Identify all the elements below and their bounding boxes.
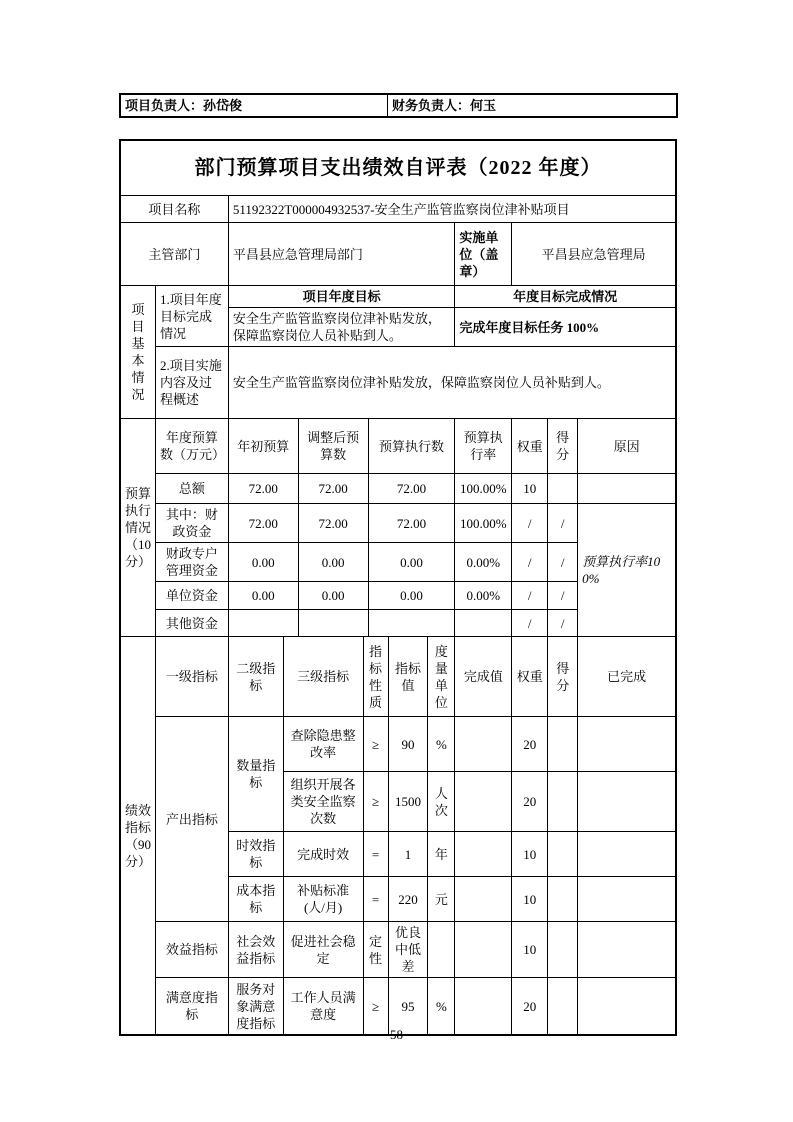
budget-header-adjusted: 调整后预算数 (298, 419, 368, 474)
impl-unit-value: 平昌县应急管理局 (512, 223, 676, 286)
impl-unit-label: 实施单位（盖章） (455, 223, 512, 286)
budget-row-unit-adjusted: 0.00 (298, 582, 368, 610)
budget-section-label: 预算执行情况（10分） (121, 419, 156, 637)
project-name-label: 项目名称 (121, 196, 229, 223)
budget-row-special-label: 财政专户管理资金 (156, 543, 229, 582)
dept-label: 主管部门 (121, 223, 229, 286)
perf-row4-l3: 补贴标准(人/月) (283, 877, 363, 922)
budget-row-unit-label: 单位资金 (156, 582, 229, 610)
perf-row5-score (548, 922, 578, 978)
perf-row2-weight: 20 (512, 772, 548, 832)
budget-header-weight: 权重 (512, 419, 548, 474)
budget-row-fiscal-rate: 100.00% (455, 504, 512, 543)
perf-group-benefit: 效益指标 (156, 922, 229, 978)
perf-row2-value: 1500 (388, 772, 428, 832)
budget-header-executed: 预算执行数 (368, 419, 455, 474)
budget-header-rate: 预算执行率 (455, 419, 512, 474)
perf-row4-note (578, 877, 676, 922)
budget-row-fiscal-adjusted: 72.00 (298, 504, 368, 543)
budget-row-unit-weight: / (512, 582, 548, 610)
perf-row4-nature: = (363, 877, 388, 922)
perf-header-level1: 一级指标 (156, 637, 229, 717)
perf-group-timeliness: 时效指标 (228, 832, 283, 877)
perf-row5-nature: 定性 (363, 922, 388, 978)
budget-header-score: 得分 (548, 419, 578, 474)
budget-row-total-adjusted: 72.00 (298, 474, 368, 504)
perf-header-value: 指标值 (388, 637, 428, 717)
perf-header-nature: 指标性质 (363, 637, 388, 717)
perf-header-level3: 三级指标 (283, 637, 363, 717)
project-name-value: 51192322T000004932537-安全生产监管监察岗位津补贴项目 (228, 196, 675, 223)
perf-row5-value: 优良中低差 (388, 922, 428, 978)
perf-row4-weight: 10 (512, 877, 548, 922)
budget-row-fiscal-executed: 72.00 (368, 504, 455, 543)
budget-row-fiscal-weight: / (512, 504, 548, 543)
perf-row1-note (578, 717, 676, 772)
implementation-text: 安全生产监管监察岗位津补贴发放，保障监察岗位人员补贴到人。 (228, 347, 675, 419)
perf-row1-nature: ≥ (363, 717, 388, 772)
goal-completion-header: 年度目标完成情况 (455, 286, 676, 308)
perf-row1-l3: 查除隐患整改率 (283, 717, 363, 772)
budget-row-other-initial (228, 610, 298, 637)
budget-row-unit-initial: 0.00 (228, 582, 298, 610)
basic-info-section (120, 140, 676, 419)
budget-row-other-label: 其他资金 (156, 610, 229, 637)
budget-row-unit-executed: 0.00 (368, 582, 455, 610)
perf-row4-score (548, 877, 578, 922)
perf-row1-unit: % (428, 717, 455, 772)
perf-row2-score (548, 772, 578, 832)
budget-row-total-executed: 72.00 (368, 474, 455, 504)
perf-row5-note (578, 922, 676, 978)
perf-row2-note (578, 772, 676, 832)
perf-row3-score (548, 832, 578, 877)
dept-value: 平昌县应急管理局部门 (228, 223, 455, 286)
budget-row-total-reason (578, 474, 676, 504)
perf-row5-l3: 促进社会稳定 (283, 922, 363, 978)
perf-row6-note (578, 978, 676, 1035)
page-number: 58 (390, 1027, 403, 1042)
budget-row-other-rate (455, 610, 512, 637)
budget-row-total-label: 总额 (156, 474, 229, 504)
perf-row2-unit: 人次 (428, 772, 455, 832)
budget-row-total-initial: 72.00 (228, 474, 298, 504)
budget-reason-note: 预算执行率100% (578, 504, 676, 637)
perf-header-weight: 权重 (512, 637, 548, 717)
perf-row1-score (548, 717, 578, 772)
budget-row-special-score: / (548, 543, 578, 582)
perf-header-score: 得分 (548, 637, 578, 717)
perf-row2-l3: 组织开展各类安全监察次数 (283, 772, 363, 832)
perf-row3-weight: 10 (512, 832, 548, 877)
perf-row5-weight: 10 (512, 922, 548, 978)
perf-row6-done (455, 978, 512, 1035)
budget-row-unit-score: / (548, 582, 578, 610)
perf-group-satisfaction: 满意度指标 (156, 978, 229, 1035)
performance-indicator-section (120, 636, 676, 1035)
basic-row2-label: 2.项目实施内容及过程概述 (155, 347, 228, 419)
basic-row1-label: 1.项目年度目标完成情况 (155, 286, 228, 347)
perf-row6-score (548, 978, 578, 1035)
goal-completion-text: 完成年度目标任务 100% (455, 308, 676, 347)
budget-header-annual: 年度预算数（万元） (156, 419, 229, 474)
perf-row2-nature: ≥ (363, 772, 388, 832)
budget-row-other-weight: / (512, 610, 548, 637)
perf-group-output: 产出指标 (156, 717, 229, 922)
perf-header-level2: 二级指标 (228, 637, 283, 717)
perf-row6-weight: 20 (512, 978, 548, 1035)
perf-row5-unit (428, 922, 455, 978)
perf-group-social-benefit: 社会效益指标 (228, 922, 283, 978)
budget-row-total-score (548, 474, 578, 504)
budget-row-fiscal-label: 其中：财政资金 (156, 504, 229, 543)
perf-row6-nature: ≥ (363, 978, 388, 1035)
budget-row-total-weight: 10 (512, 474, 548, 504)
budget-row-other-score: / (548, 610, 578, 637)
perf-header-done: 完成值 (455, 637, 512, 717)
perf-row3-unit: 年 (428, 832, 455, 877)
perf-row3-nature: = (363, 832, 388, 877)
perf-row1-value: 90 (388, 717, 428, 772)
perf-header-unit: 度量单位 (428, 637, 455, 717)
responsible-person-table (119, 93, 678, 118)
perf-row1-done (455, 717, 512, 772)
performance-section-label: 绩效指标（90分） (121, 637, 156, 1035)
perf-row6-value: 95 (388, 978, 428, 1035)
perf-group-cost: 成本指标 (228, 877, 283, 922)
annual-goal-header: 项目年度目标 (228, 286, 455, 308)
perf-row3-note (578, 832, 676, 877)
budget-row-other-executed (368, 610, 455, 637)
budget-row-special-adjusted: 0.00 (298, 543, 368, 582)
annual-goal-text: 安全生产监管监察岗位津补贴发放，保障监察岗位人员补贴到人。 (228, 308, 455, 347)
budget-row-special-rate: 0.00% (455, 543, 512, 582)
budget-row-special-executed: 0.00 (368, 543, 455, 582)
evaluation-table (119, 139, 677, 1036)
budget-row-fiscal-initial: 72.00 (228, 504, 298, 543)
budget-row-special-initial: 0.00 (228, 543, 298, 582)
budget-row-fiscal-score: / (548, 504, 578, 543)
perf-row2-done (455, 772, 512, 832)
perf-row6-unit: % (428, 978, 455, 1035)
project-manager-cell: 项目负责人：孙岱俊 (121, 95, 388, 117)
perf-row4-value: 220 (388, 877, 428, 922)
perf-header-note: 已完成 (578, 637, 676, 717)
perf-group-quantity: 数量指标 (228, 717, 283, 832)
budget-execution-section (120, 418, 676, 637)
perf-row3-done (455, 832, 512, 877)
finance-manager-cell: 财务负责人：何玉 (388, 95, 677, 117)
budget-header-initial: 年初预算 (228, 419, 298, 474)
budget-header-reason: 原因 (578, 419, 676, 474)
perf-row4-done (455, 877, 512, 922)
perf-row1-weight: 20 (512, 717, 548, 772)
budget-row-total-rate: 100.00% (455, 474, 512, 504)
perf-row6-l3: 工作人员满意度 (283, 978, 363, 1035)
budget-row-other-adjusted (298, 610, 368, 637)
budget-row-unit-rate: 0.00% (455, 582, 512, 610)
perf-row3-value: 1 (388, 832, 428, 877)
budget-row-special-weight: / (512, 543, 548, 582)
perf-row5-done (455, 922, 512, 978)
perf-row4-unit: 元 (428, 877, 455, 922)
basic-section-label: 项目基本情况 (121, 286, 156, 419)
perf-row3-l3: 完成时效 (283, 832, 363, 877)
page-title: 部门预算项目支出绩效自评表（2022 年度） (121, 141, 676, 196)
perf-group-service-satisfaction: 服务对象满意度指标 (228, 978, 283, 1035)
